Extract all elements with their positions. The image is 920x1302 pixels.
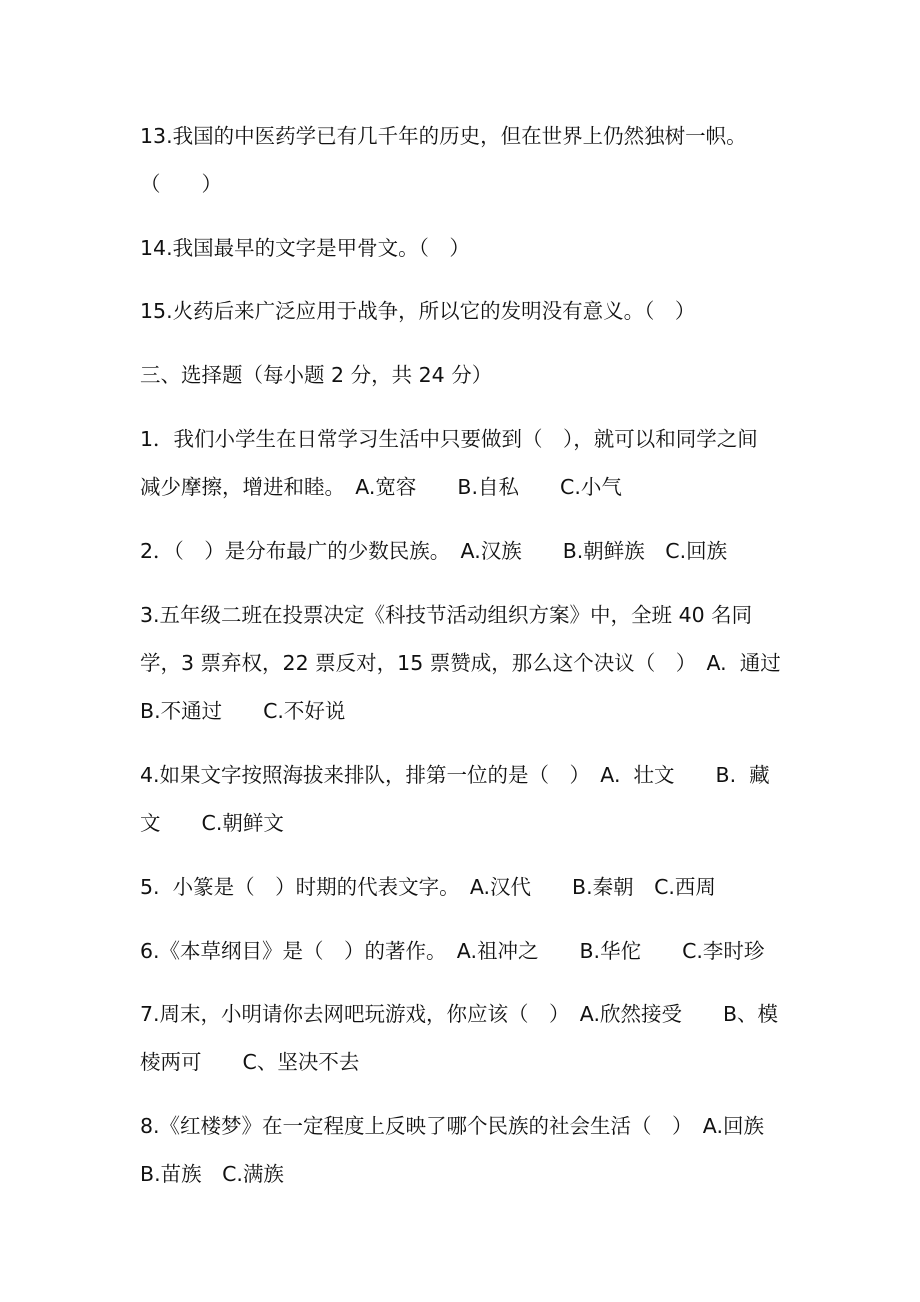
- choice-6: 6.《本草纲目》是（ ）的著作。 A.祖冲之 B.华佗 C.李时珍: [140, 939, 765, 963]
- choice-4-line-1: 4.如果文字按照海拔来排队，排第一位的是（ ） A. 壮文 B. 藏: [140, 763, 770, 787]
- choice-2: 2．（ ）是分布最广的少数民族。 A.汉族 B.朝鲜族 C.回族: [140, 539, 728, 563]
- choice-7-line-2: 棱两可 C、坚决不去: [140, 1050, 360, 1074]
- choice-1-line-1: 1．我们小学生在日常学习生活中只要做到（ ），就可以和同学之间: [140, 427, 758, 451]
- choice-3-line-1: 3.五年级二班在投票决定《科技节活动组织方案》中，全班 40 名同: [140, 603, 753, 627]
- choice-8-line-2: B.苗族 C.满族: [140, 1162, 284, 1186]
- section-heading: 三、选择题（每小题 2 分，共 24 分）: [140, 363, 493, 387]
- choice-3-line-2: 学，3 票弃权，22 票反对，15 票赞成，那么这个决议（ ） A. 通过: [140, 651, 781, 675]
- choice-8-line-1: 8.《红楼梦》在一定程度上反映了哪个民族的社会生活（ ） A.回族: [140, 1114, 764, 1138]
- choice-7-line-1: 7.周末，小明请你去网吧玩游戏，你应该（ ） A.欣然接受 B、模: [140, 1002, 779, 1026]
- choice-4-line-2: 文 C.朝鲜文: [140, 811, 284, 835]
- choice-5: 5. 小篆是（ ）时期的代表文字。 A.汉代 B.秦朝 C.西周: [140, 875, 716, 899]
- question-13-line-1: 13.我国的中医药学已有几千年的历史，但在世界上仍然独树一帜。: [140, 124, 747, 148]
- question-15: 15.火药后来广泛应用于战争，所以它的发明没有意义。（ ）: [140, 299, 696, 323]
- question-14: 14.我国最早的文字是甲骨文。（ ）: [140, 236, 470, 260]
- choice-1-line-2: 减少摩擦，增进和睦。 A.宽容 B.自私 C.小气: [140, 475, 622, 499]
- question-13-line-2: （ ）: [140, 172, 222, 196]
- choice-3-line-3: B.不通过 C.不好说: [140, 699, 346, 723]
